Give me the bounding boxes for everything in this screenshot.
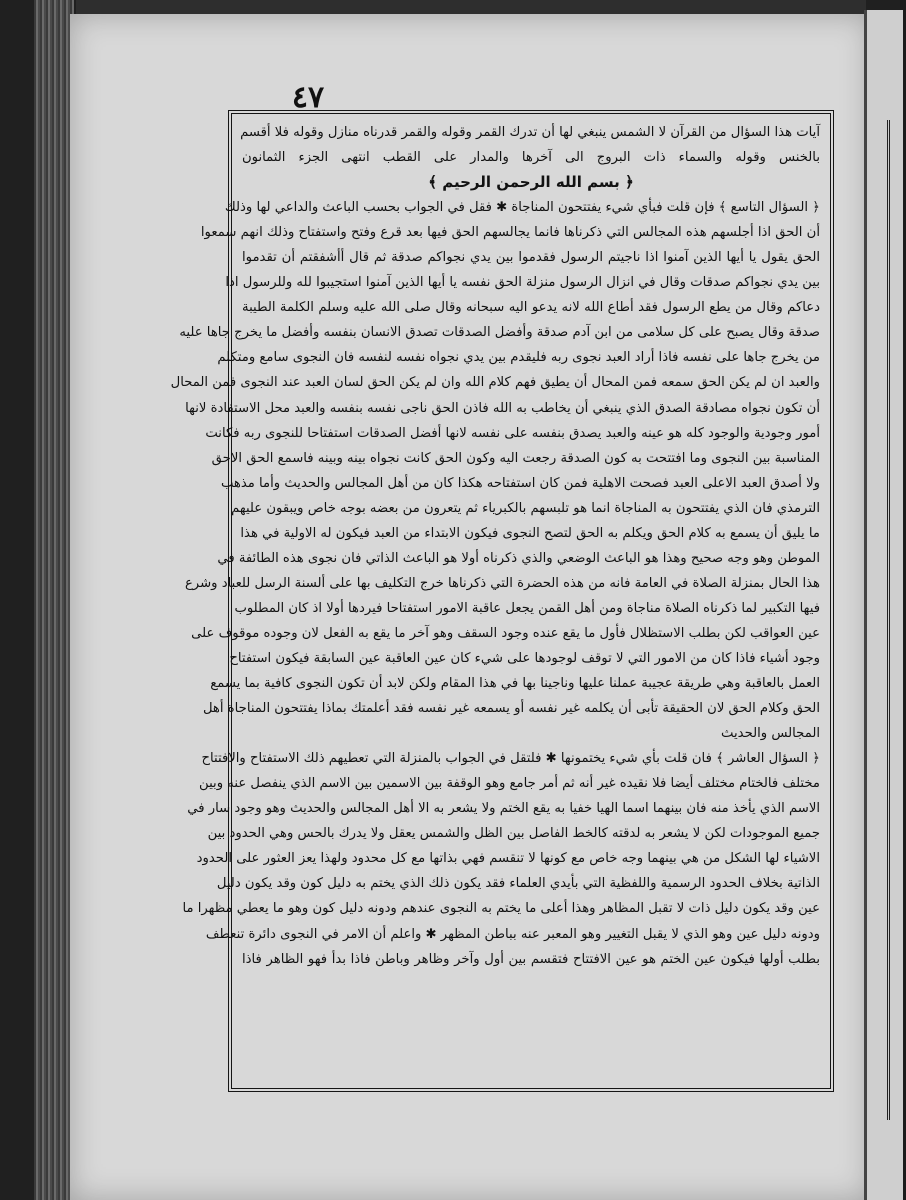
- text-line: الاسم الذي يأخذ منه فان بينهما اسما الهيا خفيا به يقع الختم ولا يشعر به الا أهل المجالس والحديث وهو وجود سار في: [187, 801, 820, 817]
- page-number: ٤٧: [291, 80, 325, 115]
- text-line: ما يليق أن يسمع به كلام الحق ويكلم به الحق لتصح النجوى فيكون الابتداء من العبد فيكون له الاولية في هذا: [240, 525, 820, 541]
- text-line: جميع الموجودات لكن لا يشعر به لدقته كالخط الفاصل بين الظل والشمس يعقل ولا يدرك بالحس وهي الحدود بين: [207, 826, 820, 842]
- book-page-edges: [34, 0, 74, 1200]
- text-line: أمور وجودية والوجود كله هو عينه والعبد يصدق بنفسه على نفسه لانها أفضل الصدقات استفتاحا للنجوى ربه فكانت: [205, 425, 820, 441]
- text-line: الحق وكلام الحق لان الحقيقة تأبى أن يكلمه غير نفسه أو يسمعه غير نفسه فقد أعلمتك بماذا يفتتحون المناجاة أهل: [202, 701, 820, 717]
- text-line: وجود أشياء فاذا كان من الامور التي لا توقف لوجودها على شيء كان عين العاقبة عين السابقة فيكون استفتاح: [229, 650, 820, 666]
- text-line: الترمذي فان الذي يفتتحون به المناجاة انما هو تلبسهم بالكبرياء ثم يتعرون من بعضه بوجه خاص ويبقون عليهم: [231, 500, 820, 516]
- text-line: المناسبة بين النجوى وما افتتحت به كون الصدقة رجعت اليه وكون الحق كانت نجواه بينه وبينه فاسمع الحق الاحق: [211, 450, 820, 466]
- text-line: ﴿ السؤال التاسع ﴾ فإن قلت فبأي شيء يفتتحون المناجاة ✱ فقل في الجواب بحسب الباعث والداعي لها وذلك: [224, 200, 820, 216]
- text-line: بالخنس وقوله والسماء ذات البروج الى آخرها والمدار على القطب انتهى الجزء الثمانون: [242, 150, 820, 166]
- text-line: العمل بالعاقبة وهي طريقة عجيبة عملنا عليها وناجينا بها في هذا المقام ولكن لابد أن تكون النجوى كافية بما يسمع: [210, 676, 820, 692]
- text-line: هذا الحال بمنزلة الصلاة في العامة فانه من هذه الحضرة التي ذكرناها خرج التكليف بها على ألسنة الرسل للعباد وشرع: [184, 575, 820, 591]
- text-line: صدقة وقال يصبح على كل سلامى من ابن آدم صدقة وأفضل الصدقات تصدق الانسان بنفسه وأفضل ما يخرج جاها عليه: [179, 325, 820, 341]
- facing-page-frame: [887, 120, 906, 1120]
- text-line: بطلب أولها فيكون عين الختم هو عين الافتتاح فتقسم بين أول وآخر وظاهر وباطن فاذا بدأ فهو الظاهر فاذا: [242, 951, 820, 967]
- basmala-heading: ﴿ بسم الله الرحمن الرحيم ﴾: [428, 173, 634, 192]
- text-frame: [170, 110, 834, 1092]
- text-line: آيات هذا السؤال من القرآن لا الشمس ينبغي لها أن تدرك القمر وقوله والقمر قدرناه منازل وقوله فلا أقسم: [240, 125, 820, 140]
- text-line: ولا أصدق العبد الاعلى العبد فصحت الاهلية فمن كان استفتاحه هكذا كان من أهل المجالس والحديث وأما مذهب: [220, 475, 820, 491]
- text-line: مختلف فالختام مختلف أيضا فلا نقيده غير أنه ثم أمر جامع وهو الوقفة بين الاسمين بين الاسم الذي ينفصل عنه وبين: [199, 776, 820, 792]
- text-line: الاشياء لها الشكل من هي بينهما وجه خاص مع كونها لا تنقسم فهي بذاتها مع كل محدود ولهذا يعز العثور على الحدود: [196, 851, 820, 867]
- text-line: الموطن وهو وجه صحيح وهذا هو الباعث الوضعي والذي ذكرناه أولا هو الباعث الذاتي فان نجوى هذه الطائفة في: [217, 550, 820, 566]
- text-line: بين يدي نجواكم صدقات وقال في انزال الرسول منزلة الحق نفسه يا أيها الذين آمنوا استجيبوا لله وللرسول اذا: [225, 275, 820, 291]
- text-line: الحق يقول يا أيها الذين آمنوا اذا ناجيتم الرسول فقدموا بين يدي نجواكم صدقة ثم قال أأشفقتم أن تقدموا: [242, 250, 820, 266]
- text-line: والعبد ان لم يكن الحق سمعه فمن المحال أن يطيق فهم كلام الله وان لم يكن الحق لسان العبد عند النجوى فمن المحال: [170, 375, 820, 391]
- text-line: ﴿ السؤال العاشر ﴾ فان قلت بأي شيء يختمونها ✱ فلتقل في الجواب بالمنزلة التي تعطيهم ذلك الاستفتاح والافتتاح: [201, 751, 820, 767]
- text-line: ودونه دليل عين وهو الذي لا يقبل التغيير وهو المعبر عنه بباطن المظهر ✱ واعلم أن الامر في النجوى دائرة تنعطف: [205, 926, 820, 942]
- text-line: عين العواقب لكن بطلب الاستظلال فأول ما يقع عنده وجود السقف وهو آخر ما يقع به الفعل لان وجوده موقوف على: [191, 625, 820, 641]
- text-line: الذاتية بخلاف الحدود الرسمية واللفظية التي بأيدي العلماء فقد يكون ذلك الذي يختم به دليل كون وقد يكون دليل: [216, 876, 820, 892]
- text-line: عين وقد يكون دليل ذات لا تقبل المظاهر وهذا أعلى ما يختم به النجوى عندهم ودونه دليل كون وهو ما يعطي مظهرا ما: [182, 901, 820, 917]
- text-line: أن تكون نجواه مصادقة الصدق الذي ينبغي أن يخاطب به الله فاذن الحق ناجى نفسه بنفسه والعبد محل الاستفادة لانها: [185, 400, 820, 416]
- facing-page-edge: [864, 10, 903, 1200]
- text-line: فيها التكبير لما ذكرناه الصلاة مناجاة ومن أهل القمن يجعل عاقبة الامور استفتاحا فيردها أولا اذ كان المطلوب: [234, 600, 820, 616]
- text-line: أن الحق اذا أجلسهم هذه المجالس التي ذكرناها فانما يجالسهم الحق فيها بعد قرع وفتح واستفتاح وذلك انهم سمعوا: [200, 225, 820, 241]
- text-line: من يخرج جاها على نفسه فاذا أراد العبد نجوى ربه فليقدم بين يدي نجواه نفسه لنفسه فان النجوى سامع ومتكلم: [217, 350, 820, 366]
- text-line: المجالس والحديث: [721, 726, 820, 742]
- text-line: دعاكم وقال من يطع الرسول فقد أطاع الله لانه يدعو اليه سبحانه وقال صلى الله عليه وسلم الكلمة الطيبة: [242, 300, 820, 316]
